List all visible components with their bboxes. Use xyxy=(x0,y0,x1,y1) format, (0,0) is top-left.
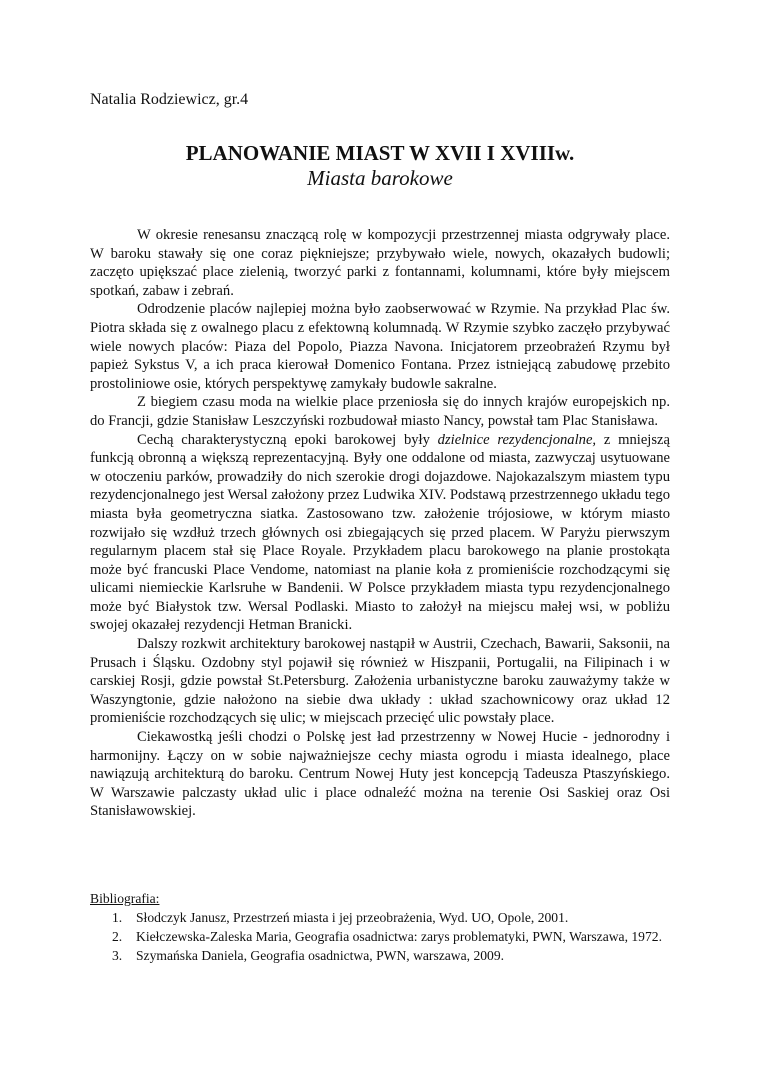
paragraph-6: Ciekawostką jeśli chodzi o Polskę jest ład przestrzenny w Nowej Hucie - jednorodny i harmonijny. Łączy on w sobie najważniejsze cechy miasta ogrodu i miasta idealnego, place nawiązują architekturą do baroku. Centrum Nowej Huty jest koncepcją Tadeusza Ptaszyńskiego. W Warszawie palczasty układ ulic i place odnaleźć można na terenie Osi Saskiej oraz Osi Stanisławowskiej. xyxy=(90,729,670,820)
paragraph-4-before: Cechą charakterystyczną epoki barokowej były xyxy=(137,431,438,448)
paragraph-2: Odrodzenie placów najlepiej można było zaobserwować w Rzymie. Na przykład Plac św. Piotra składa się z owalnego placu z efektowną kolumnadą. W Rzymie szybko zaczęło przybywać wiele nowych placów: Piaza del Popolo, Piazza Navona. Inicjatorem przeobrażeń Rzymu był papież Sykstus V, a ich praca kierował Domenico Fontana. Przez istniejącą zabudowę przebito prostoliniowe osie, których perspektywę zamykały budowle sakralne. xyxy=(90,301,670,392)
paragraph-5: Dalszy rozkwit architektury barokowej nastąpił w Austrii, Czechach, Bawarii, Saksonii, na Prusach i Śląsku. Ozdobny styl pojawił się również w Hiszpanii, Portugalii, na Filipinach i w carskiej Rosji, gdzie powstał St.Petersburg. Założenia urbanistyczne baroku zauważymy także w Waszyngtonie, gdzie nałożono na siebie dwa układy : układ szachownicowy oraz układ 12 promieniście rozchodzących się ulic; w miejscach przecięć ulic powstały place. xyxy=(90,636,670,727)
bibliography-item-number: 3. xyxy=(112,947,123,963)
author-line: Natalia Rodziewicz, gr.4 xyxy=(90,91,249,108)
body-text xyxy=(90,226,670,821)
paragraph-4-emphasis: dzielnice rezydencjonalne, xyxy=(437,431,597,448)
document-subtitle: Miasta barokowe xyxy=(307,166,453,190)
paragraph-4-after: z mniejszą funkcją obronną a większą reprezentacyjną. Były one oddalone od miasta, zazwyczaj usytuowane w otoczeniu parków, prowadziły do nich szerokie drogi dojazdowe. Najokazalszym miastem typu rezydencjonalnego jest Wersal założony przez Ludwika XIV. Podstawą przestrzennego układu tego miasta była geometryczna siatka. Zastosowano tzw. założenie trójosiowe, w którym miasto rozwijało się wzdłuż trzech głównych osi zbiegających się przed placem. W Paryżu pierwszym regularnym placem stał się Place Royale. Przykładem placu barokowego na planie prostokąta może być francuski Place Vendome, natomiast na planie koła z promieniście rozchodzącymi się ulicami niemieckie Karlsruhe w Bandenii. W Polsce przykładem miasta typu rezydencjonalnego może być Białystok tzw. Wersal Podlaski. Miasto to założył na miejscu małej wsi, w pobliżu swojej okazałej rezydencji Hetman Branicki. xyxy=(90,431,670,634)
paragraph-1: W okresie renesansu znaczącą rolę w kompozycji przestrzennej miasta odgrywały place. W baroku stawały się one coraz piękniejsze; przybywało wiele, nowych, okazałych budowli; zaczęto upiększać place zielenią, tworzyć parki z fontannami, kolumnami, które były miejscem spotkań, zabaw i zebrań. xyxy=(90,227,670,299)
paragraph-4 xyxy=(90,431,670,636)
bibliography-list xyxy=(90,910,670,966)
bibliography-heading: Bibliografia: xyxy=(90,891,160,906)
bibliography-item-number: 1. xyxy=(112,910,123,925)
bibliography-item xyxy=(90,929,670,946)
bibliography-item-text: Słodczyk Janusz, Przestrzeń miasta i jej przeobrażenia, Wyd. UO, Opole, 2001. xyxy=(136,910,569,925)
bibliography-item-number: 2. xyxy=(112,928,123,944)
bibliography-item xyxy=(90,948,670,965)
bibliography-item xyxy=(90,910,670,927)
bibliography-item-text: Kiełczewska-Zaleska Maria, Geografia osadnictwa: zarys problematyki, PWN, Warszawa, 1972. xyxy=(136,928,662,944)
bibliography-item-text: Szymańska Daniela, Geografia osadnictwa, PWN, warszawa, 2009. xyxy=(136,947,505,963)
document-title: PLANOWANIE MIAST W XVII I XVIIIw. xyxy=(185,141,575,165)
paragraph-3: Z biegiem czasu moda na wielkie place przeniosła się do innych krajów europejskich np. do Francji, gdzie Stanisław Leszczyński rozbudował miasto Nancy, powstał tam Plac Stanisława. xyxy=(90,394,670,429)
